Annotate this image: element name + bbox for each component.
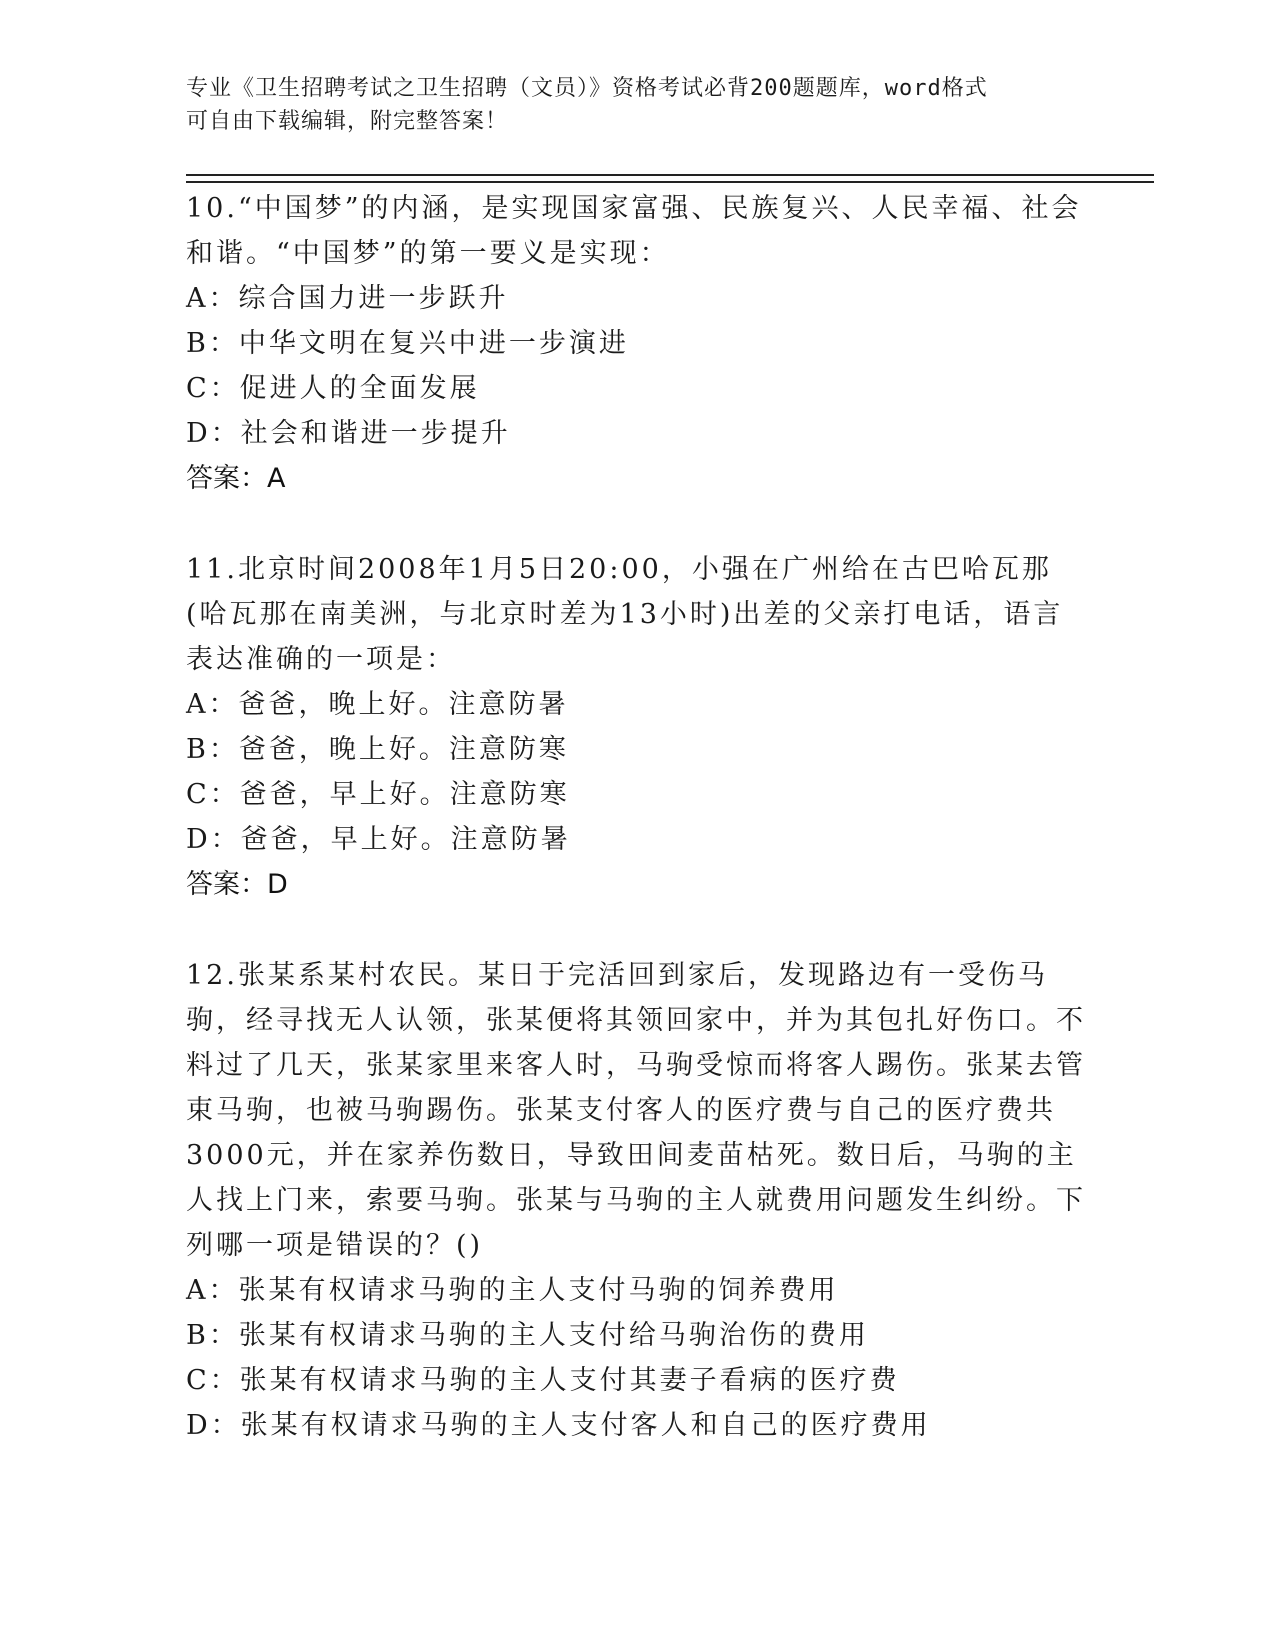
question-12 — [186, 953, 1086, 1448]
answer-text: 答案：D — [186, 869, 288, 900]
header-line-1: 专业《卫生招聘考试之卫生招聘（文员）》资格考试必背200题题库，word格式 — [186, 76, 988, 101]
option-c: C：张某有权请求马驹的主人支付其妻子看病的医疗费 — [186, 1365, 900, 1396]
option-b: B：中华文明在复兴中进一步演进 — [186, 328, 629, 359]
question-spacer — [186, 907, 1086, 953]
question-11 — [186, 547, 1086, 907]
option-d: D：社会和谐进一步提升 — [186, 418, 511, 449]
option-c: C：促进人的全面发展 — [186, 373, 480, 404]
option-a: A：综合国力进一步跃升 — [186, 283, 509, 314]
document-header — [186, 72, 1066, 138]
option-d: D：张某有权请求马驹的主人支付客人和自己的医疗费用 — [186, 1410, 931, 1441]
question-spacer — [186, 501, 1086, 547]
option-a: A：张某有权请求马驹的主人支付马驹的饲养费用 — [186, 1275, 839, 1306]
question-stem: 12.张某系某村农民。某日于完活回到家后，发现路边有一受伤马驹，经寻找无人认领，张某便将其领回家中，并为其包扎好伤口。不料过了几天，张某家里来客人时，马驹受惊而将客人踢伤。张某去管束马驹，也被马驹踢伤。张某支付客人的医疗费与自己的医疗费共3000元，并在家养伤数日，导致田间麦苗枯死。数日后，马驹的主人找上门来，索要马驹。张某与马驹的主人就费用问题发生纠纷。下列哪一项是错误的？() — [186, 960, 1086, 1261]
header-divider-top — [186, 174, 1154, 176]
option-b: B：爸爸，晚上好。注意防寒 — [186, 734, 569, 765]
question-list — [186, 186, 1086, 1448]
header-divider-bottom — [186, 181, 1154, 183]
question-stem: 11.北京时间2008年1月5日20:00，小强在广州给在古巴哈瓦那(哈瓦那在南美洲，与北京时差为13小时)出差的父亲打电话，语言表达准确的一项是： — [186, 554, 1064, 675]
option-a: A：爸爸，晚上好。注意防暑 — [186, 689, 569, 720]
question-stem: 10.“中国梦”的内涵，是实现国家富强、民族复兴、人民幸福、社会和谐。“中国梦”的第一要义是实现： — [186, 193, 1082, 269]
answer-text: 答案：A — [186, 463, 286, 494]
option-c: C：爸爸，早上好。注意防寒 — [186, 779, 570, 810]
header-line-2: 可自由下载编辑，附完整答案！ — [186, 109, 509, 134]
option-d: D：爸爸，早上好。注意防暑 — [186, 824, 571, 855]
question-10 — [186, 186, 1086, 501]
option-b: B：张某有权请求马驹的主人支付给马驹治伤的费用 — [186, 1320, 869, 1351]
